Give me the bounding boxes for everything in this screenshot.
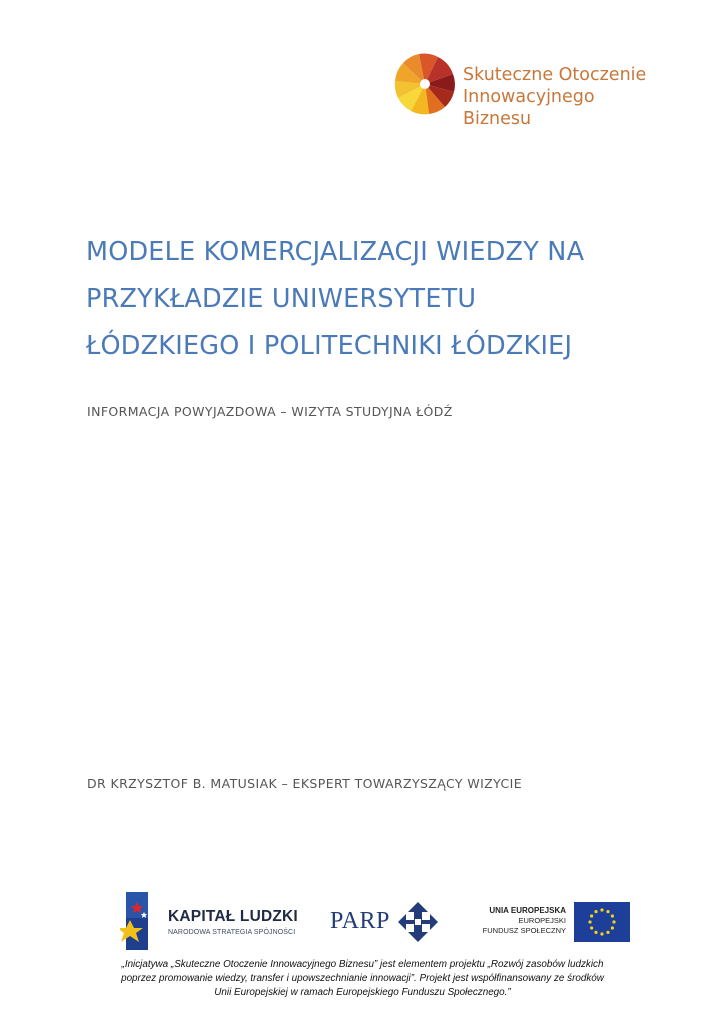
eu-fund-line1: EUROPEJSKI <box>518 916 566 925</box>
document-author: DR KRZYSZTOF B. MATUSIAK – EKSPERT TOWARZYSZĄCY WIZYCIE <box>87 776 522 791</box>
parp-name: PARP <box>330 908 390 934</box>
eu-star <box>588 920 591 923</box>
eu-star <box>611 914 614 917</box>
document-title <box>86 229 686 370</box>
footnote-line-3: Unii Europejskiej w ramach Europejskiego Funduszu Społecznego.” <box>214 987 511 998</box>
kapital-ludzki-logo <box>120 892 300 950</box>
kapital-ludzki-name: KAPITAŁ LUDZKI <box>168 908 298 925</box>
footnote-line-1: „Inicjatywa „Skuteczne Otoczenie Innowacyjnego Biznesu” jest elementem projektu „Rozwój zasobów ludzkich <box>121 959 604 970</box>
eu-star <box>612 920 615 923</box>
eu-star <box>594 910 597 913</box>
parp-logo <box>330 900 440 944</box>
brand-logo <box>393 52 653 129</box>
eu-star <box>611 926 614 929</box>
kapital-ludzki-flag-icon <box>120 892 152 950</box>
eu-fund-line2: FUNDUSZ SPOŁECZNY <box>482 926 566 935</box>
eu-flag-icon <box>574 902 630 942</box>
funding-footnote <box>60 958 665 1000</box>
eu-star <box>606 931 609 934</box>
parp-arrows-icon <box>396 900 440 944</box>
eu-name: UNIA EUROPEJSKA <box>489 906 566 915</box>
brand-name-line1: Skuteczne Otoczenie <box>463 65 647 85</box>
footnote-line-2: poprzez promowanie wiedzy, transfer i upowszechnianie innowacji”. Projekt jest współfinansowany ze środków <box>121 973 604 984</box>
kapital-ludzki-tagline: NARODOWA STRATEGIA SPÓJNOŚCI <box>168 929 296 936</box>
title-line-1: MODELE KOMERCJALIZACJI WIEDZY NA <box>86 237 585 267</box>
title-line-3: ŁÓDZKIEGO I POLITECHNIKI ŁÓDZKIEJ <box>86 331 573 361</box>
brand-name-line2: Innowacyjnego Biznesu <box>463 87 595 129</box>
eu-star <box>594 931 597 934</box>
eu-star <box>590 914 593 917</box>
eu-social-fund-logo <box>470 900 630 944</box>
document-subtitle: INFORMACJA POWYJAZDOWA – WIZYTA STUDYJNA ŁÓDŹ <box>87 404 453 419</box>
eu-star <box>606 910 609 913</box>
eu-star <box>600 908 603 911</box>
eu-star <box>600 932 603 935</box>
spiral-sun-logo-icon <box>393 52 457 116</box>
eu-star <box>590 926 593 929</box>
title-line-2: PRZYKŁADZIE UNIWERSYTETU <box>86 284 477 314</box>
